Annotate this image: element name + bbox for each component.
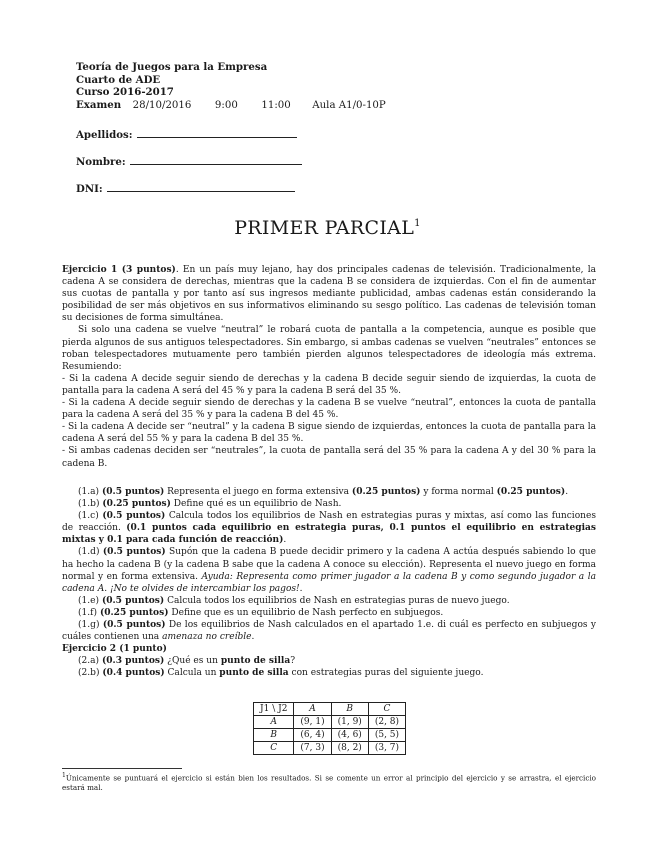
question-1a-points2: (0.25 puntos) xyxy=(351,487,421,497)
payoff-col-header: A xyxy=(309,704,316,714)
payoff-row-header: B xyxy=(270,730,278,740)
payoff-cell: (4, 6) xyxy=(331,729,368,742)
exam-date: 28/10/2016 xyxy=(132,99,192,111)
question-1f xyxy=(62,607,596,619)
question-1g-text: De los equilibrios de Nash calculados en el apartado 1.e. di cuál es perfecto en subjuegos y cuáles contienen una xyxy=(62,620,596,643)
exam-end-time: 11:00 xyxy=(261,99,291,111)
name-label: Nombre: xyxy=(76,156,126,168)
question-1a-end: . xyxy=(565,487,569,497)
footnote-rule xyxy=(62,768,182,769)
payoff-table-row xyxy=(254,729,406,742)
question-2b-term: punto de silla xyxy=(219,668,289,679)
payoff-cell: (7, 3) xyxy=(294,742,331,755)
question-1e-text: Calcula todos los equilibrios de Nash en estrategias puras de nuevo juego. xyxy=(164,595,510,606)
payoff-row-header: A xyxy=(270,717,277,727)
question-1d-text: Supón que la cadena B puede decidir primero y la cadena A actúa después sabiendo lo que ha hecho la cadena B (y la cadena B sabe que la cadena A conoce su elección). Representa el nuevo juego en forma normal y en forma extensiva. xyxy=(62,547,596,582)
question-1g xyxy=(62,619,596,643)
question-1b-text: Define qué es un equilibrio de Nash. xyxy=(170,499,342,510)
payoff-col-header: B xyxy=(346,704,354,714)
footnote xyxy=(62,771,596,793)
question-1g-italic: amenaza no creíble xyxy=(162,632,252,643)
question-1e-label: (1.e) xyxy=(78,595,100,606)
exercise-1-heading: Ejercicio 1 (3 puntos) xyxy=(62,265,176,275)
exercise-1-statement xyxy=(62,264,596,470)
question-1d-label: (1.d) xyxy=(78,547,100,558)
course-title: Teoría de Juegos para la Empresa xyxy=(76,61,268,73)
exercise-1-case3: - Si la cadena A decide ser “neutral” y la cadena B sigue siendo de izquierdas, entonces la cuota de pantalla para la cadena A será del 55 % y para la cadena B del 35 %. xyxy=(62,422,596,445)
exercise-1-para2: Si solo una cadena se vuelve “neutral” le robará cuota de pantalla a la competencia, aunque es posible que pierda algunos de sus antiguos telespectadores. Sin embargo, si ambas cadenas se vuelven “neutrales” entonces se roban telespectadores mutuamente pero también pierden algunos telespectadores de ideología más extrema. Resumiendo: xyxy=(62,325,596,372)
title-text: PRIMER PARCIAL xyxy=(234,217,415,239)
question-1c-end: . xyxy=(283,535,287,546)
question-1d-end: . xyxy=(299,583,303,594)
exam-room: Aula A1/0-10P xyxy=(312,99,386,111)
payoff-table xyxy=(253,702,406,755)
name-line[interactable] xyxy=(130,155,302,165)
question-1b-label: (1.b) xyxy=(78,499,100,510)
dni-field[interactable] xyxy=(76,182,295,195)
question-1a-points3: (0.25 puntos) xyxy=(496,487,566,497)
question-1e-points: (0.5 puntos) xyxy=(101,595,165,606)
question-1a-points: (0.5 puntos) xyxy=(101,487,165,497)
payoff-cell: (9, 1) xyxy=(294,716,331,729)
degree: Cuarto de ADE xyxy=(76,73,161,86)
question-2a-term: punto de silla xyxy=(220,656,291,667)
questions-block xyxy=(62,486,596,680)
question-1g-points: (0.5 puntos) xyxy=(102,620,166,631)
question-1f-points: (0.25 puntos) xyxy=(99,607,169,618)
footnote-mark: 1 xyxy=(62,772,66,779)
footnote-text: Únicamente se puntuará el ejercicio si están bien los resultados. Si se comente un error al principio del ejercicio y se arrastra, el ejercicio estará mal. xyxy=(62,773,596,793)
dni-line[interactable] xyxy=(107,182,295,192)
question-1a-text2: y forma normal xyxy=(420,487,497,497)
question-1c-points-detail: (0.1 puntos cada equilibrio en estrategia puras, 0.1 puntos el equilibrio en estrategias mixtas y 0.1 para cada función de reacción) xyxy=(62,523,596,546)
payoff-cell: (5, 5) xyxy=(368,729,405,742)
title-footnote-mark: 1 xyxy=(414,218,421,229)
exercise-1-case2: - Si la cadena A decide seguir siendo de derechas y la cadena B se vuelve “neutral”, entonces la cuota de pantalla para la cadena A será del 35 % y para la cadena B del 45 %. xyxy=(62,398,596,421)
dni-label: DNI: xyxy=(76,183,103,195)
exercise-1-case4: - Si ambas cadenas deciden ser “neutrales”, la cuota de pantalla será del 35 % para la cadena A y del 30 % para la cadena B. xyxy=(62,446,596,469)
question-2a xyxy=(62,655,596,667)
exam-label: Examen xyxy=(76,98,122,111)
question-1c-text: Calcula todos los equilibrios de Nash en estrategias puras y mixtas, así como las funciones de reacción. xyxy=(62,511,596,534)
question-2b-end: con estrategias puras del siguiente juego. xyxy=(288,668,484,679)
question-1g-end: . xyxy=(251,632,255,643)
question-1c xyxy=(62,510,596,546)
question-1c-points: (0.5 puntos) xyxy=(102,511,166,522)
question-2a-label: (2.a) xyxy=(78,656,100,667)
question-1a xyxy=(62,486,596,498)
question-1f-label: (1.f) xyxy=(78,607,98,618)
question-1f-text: Define que es un equilibrio de Nash perfecto en subjuegos. xyxy=(168,607,444,618)
surname-label: Apellidos: xyxy=(76,129,133,141)
name-field[interactable] xyxy=(76,155,302,168)
payoff-cell: (8, 2) xyxy=(331,742,368,755)
payoff-cell: (3, 7) xyxy=(368,742,405,755)
payoff-row-header: C xyxy=(270,743,278,753)
payoff-table-corner: J1 \ J2 xyxy=(254,703,294,716)
question-1g-label: (1.g) xyxy=(78,620,100,631)
payoff-table-row xyxy=(254,716,406,729)
question-2a-text: ¿Qué es un xyxy=(164,656,221,667)
question-1d-points: (0.5 puntos) xyxy=(102,547,166,558)
exercise-2-title: Ejercicio 2 (1 punto) xyxy=(62,644,167,655)
payoff-table-header-row xyxy=(254,703,406,716)
exam-header xyxy=(76,61,386,112)
payoff-col-header: C xyxy=(383,704,391,714)
question-2a-end: ? xyxy=(290,656,296,667)
payoff-table-row xyxy=(254,742,406,755)
question-2b-text: Calcula un xyxy=(164,668,220,679)
exercise-1-intro: . En un país muy lejano, hay dos principales cadenas de televisión. Tradicionalmente, la cadena A se considera de derechas, mientras que la cadena B se considera de izquierdas. Con el fin de aumentar sus cuotas de pantalla y por tanto así sus ingresos mediante publicidad, ambas cadenas están considerando la posibilidad de ser más objetivos en sus informativos eliminando su sesgo político. Las cadenas de televisión toman su decisiones de forma simultánea. xyxy=(62,265,596,324)
question-1b xyxy=(62,498,596,510)
page-title xyxy=(0,217,655,239)
surname-field[interactable] xyxy=(76,128,297,141)
question-1b-points: (0.25 puntos) xyxy=(102,499,171,510)
question-2b-label: (2.b) xyxy=(78,668,100,679)
academic-year: Curso 2016-2017 xyxy=(76,86,174,99)
question-1e xyxy=(62,595,596,607)
exercise-1-case1: - Si la cadena A decide seguir siendo de derechas y la cadena B decide seguir siendo de izquierdas, la cuota de pantalla para la cadena A será del 45 % y para la cadena B será del 35 %. xyxy=(62,373,596,396)
question-2b-points: (0.4 puntos) xyxy=(102,668,165,679)
question-2b xyxy=(62,667,596,679)
question-1d xyxy=(62,546,596,594)
surname-line[interactable] xyxy=(137,128,297,138)
payoff-cell: (6, 4) xyxy=(294,729,331,742)
question-1a-text1: Representa el juego en forma extensiva xyxy=(164,487,352,497)
exercise-2-heading xyxy=(62,643,596,655)
exam-start-time: 9:00 xyxy=(214,99,238,111)
question-2a-points: (0.3 puntos) xyxy=(101,656,165,667)
question-1a-label: (1.a) xyxy=(78,487,100,497)
exam-info xyxy=(76,99,386,113)
question-1d-hint: Ayuda: Representa como primer jugador a la cadena B y como segundo jugador a la cadena A. ¡No te olvides de intercambiar los pagos! xyxy=(62,571,596,594)
question-1c-label: (1.c) xyxy=(78,511,99,522)
payoff-cell: (2, 8) xyxy=(368,716,405,729)
payoff-cell: (1, 9) xyxy=(331,716,368,729)
